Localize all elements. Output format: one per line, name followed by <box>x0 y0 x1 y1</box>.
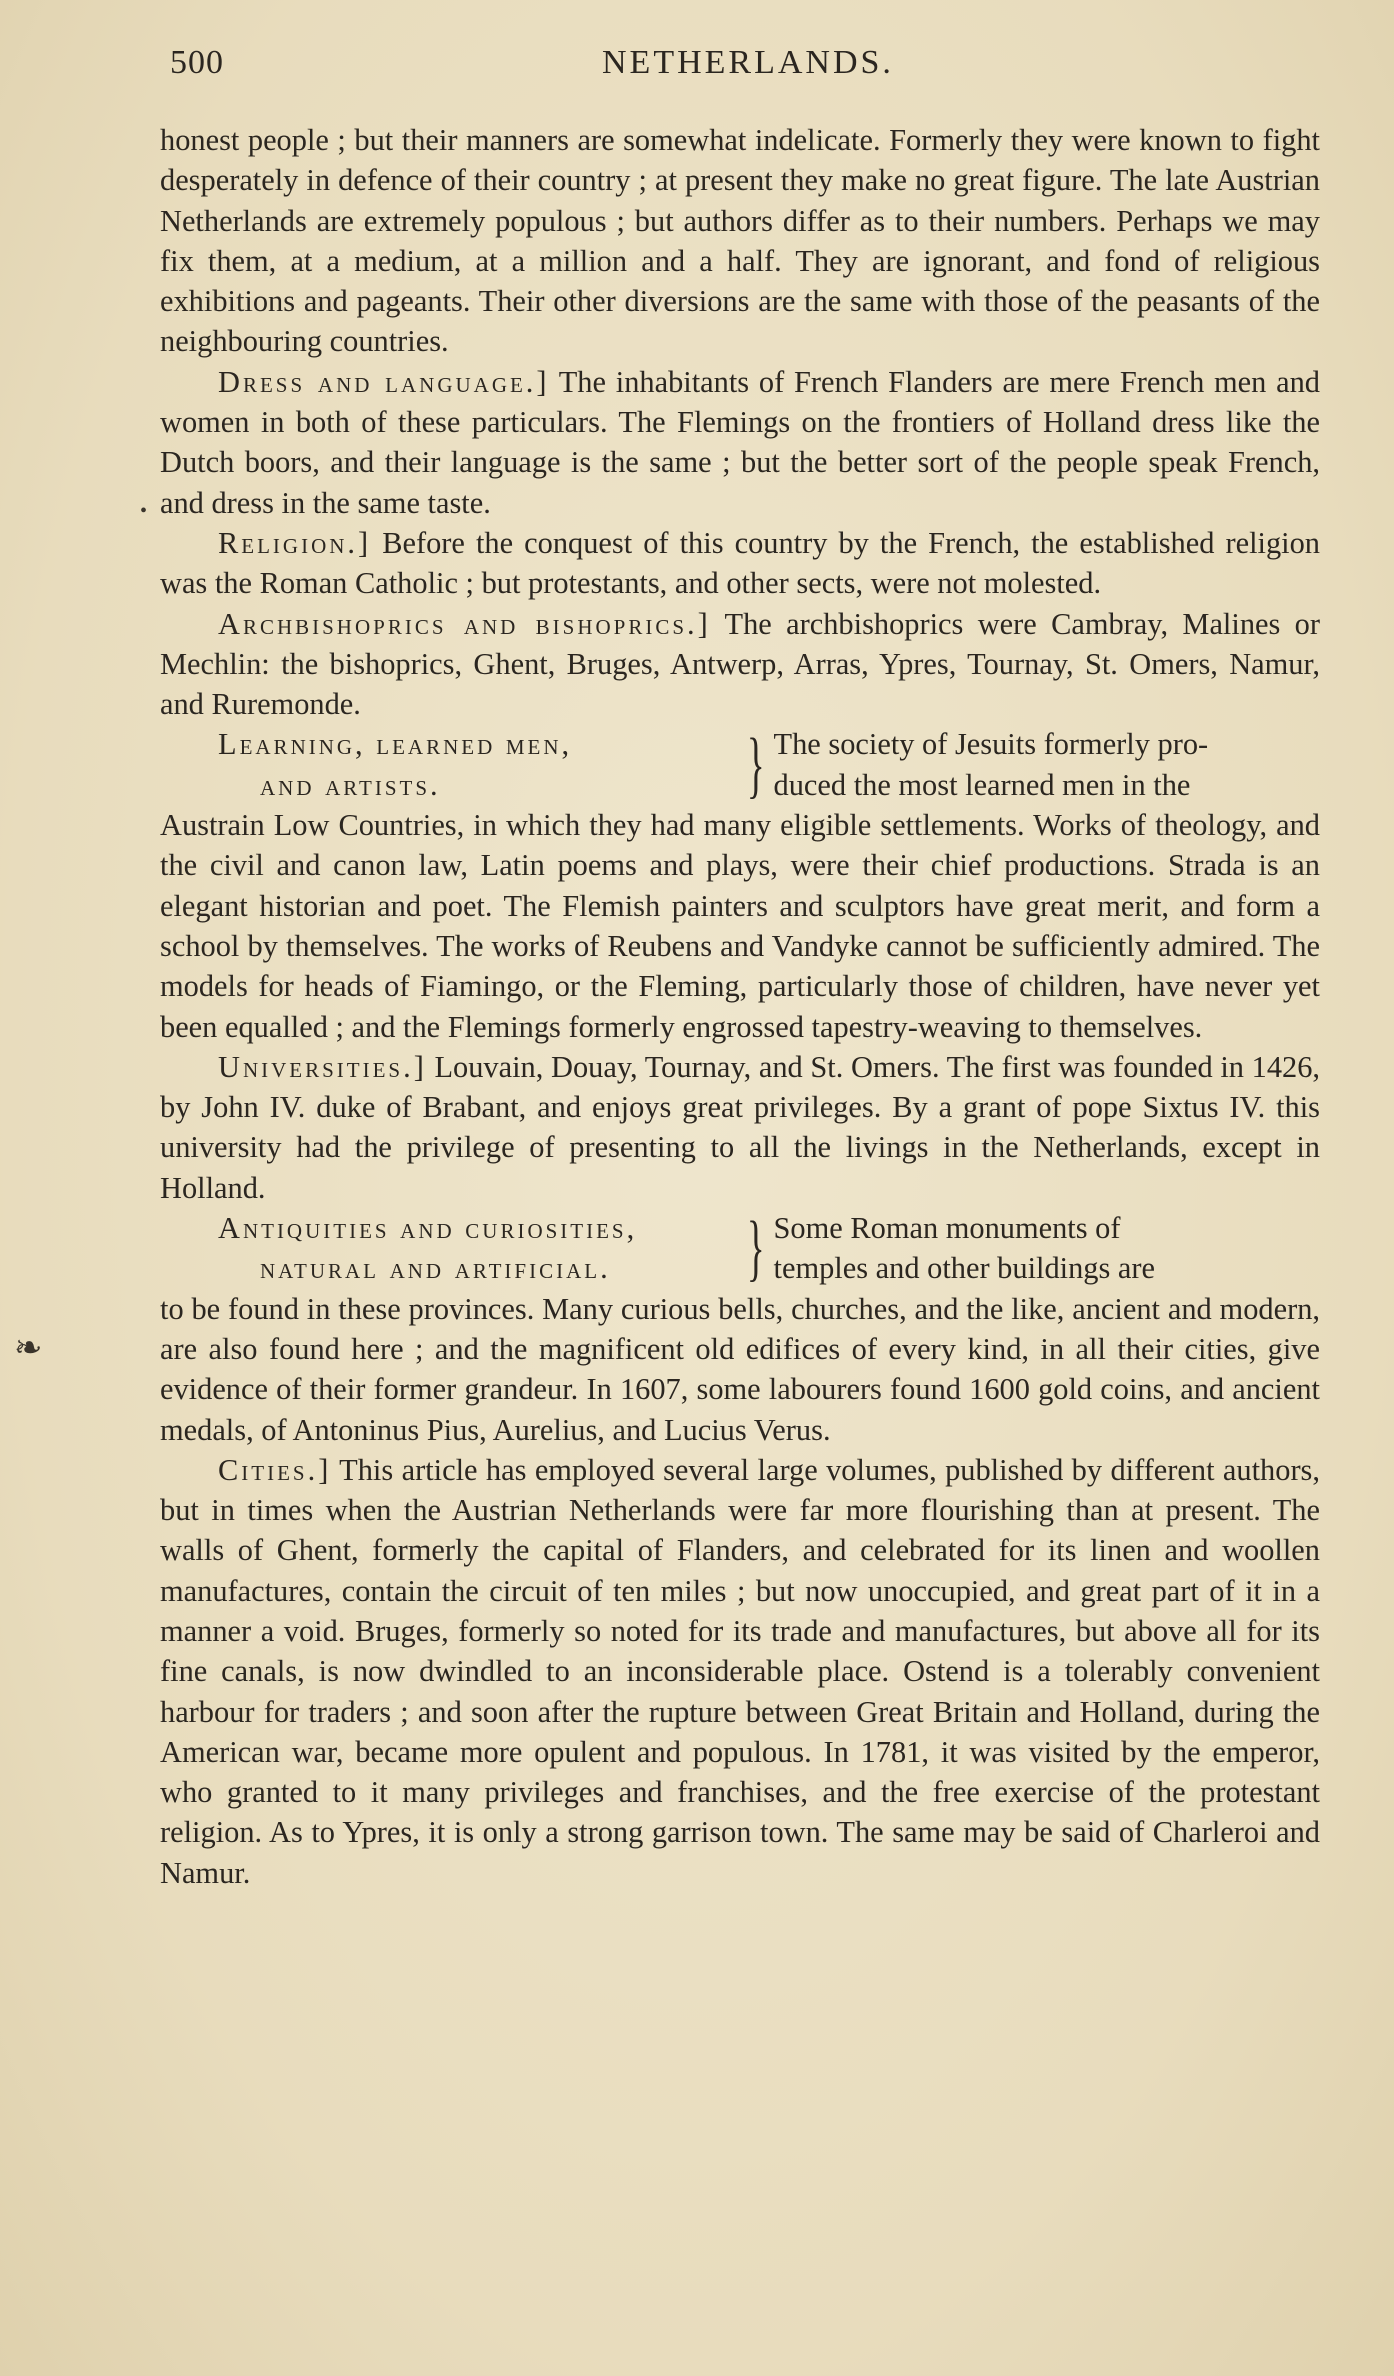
brace-icon: } <box>746 723 765 806</box>
section-learning-heading <box>160 724 1320 805</box>
running-head: NETHERLANDS. <box>602 44 894 81</box>
section-side-line: temples and other buildings are <box>773 1251 1156 1286</box>
section-text: The inhabitants of French Flanders are mere French men and women in both of these particulars. The Flemings on the frontiers of Holland dress like the Dutch boors, and their language is the same ; but the better sort of the people speak French, and dress in the same taste. <box>160 364 1320 520</box>
section-heading: Dress and language.] <box>218 364 550 399</box>
section-heading-line: and artists. <box>260 767 441 802</box>
section-heading: Archbishoprics and bishoprics.] <box>218 606 711 641</box>
brace-icon: } <box>746 1207 765 1290</box>
opening-paragraph: honest people ; but their manners are somewhat indelicate. Formerly they were known to fight desperately in defence of their country ; at present they make no great figure. The late Austrian Netherlands are extremely populous ; but authors differ as to their numbers. Perhaps we may fix them, at a medium, at a million and a half. They are ignorant, and fond of religious exhibitions and pageants. Their other diversions are the same with those of the peasants of the neighbouring countries. <box>160 123 1320 359</box>
body-text <box>160 120 1320 1893</box>
section-heading: Religion.] <box>218 525 372 560</box>
section-text: The archbishoprics were Cambray, Malines or Mechlin: the bishoprics, Ghent, Bruges, Antwerp, Arras, Ypres, Tournay, St. Omers, Namur, and Ruremonde. <box>160 606 1320 722</box>
section-side-line: Some Roman monuments of <box>773 1211 1121 1246</box>
section-heading-line: Antiquities and curiosities, <box>218 1211 638 1246</box>
section-religion <box>160 523 1320 604</box>
section-text: Louvain, Douay, Tournay, and St. Omers. The first was founded in 1426, by John IV. duke of Brabant, and enjoys great privileges. By a grant of pope Sixtus IV. this university had the privilege of presenting to all the livings in the Netherlands, except in Holland. <box>160 1049 1320 1205</box>
page-number: 500 <box>170 44 224 81</box>
section-heading: Universities.] <box>218 1049 427 1084</box>
section-antiquities-heading <box>160 1208 1320 1289</box>
section-text: Before the conquest of this country by the French, the established religion was the Roman Catholic ; but protestants, and other sects, were not molested. <box>160 525 1320 601</box>
section-side-line: duced the most learned men in the <box>773 767 1191 802</box>
section-text: This article has employed several large volumes, published by different authors, but in times when the Austrian Netherlands were far more flourishing than at present. The walls of Ghent, formerly the capital of Flanders, and celebrated for its linen and woollen manufactures, contain the circuit of ten miles ; but now unoccupied, and great part of it in a manner a void. Bruges, formerly so noted for its trade and manufactures, but above all for its fine canals, is now dwindled to an inconsiderable place. Ostend is a tolerably convenient harbour for traders ; and soon after the rupture between Great Britain and Holland, during the American war, became more opulent and populous. In 1781, it was visited by the emperor, who granted to it many privileges and franchises, and the free exercise of the protestant religion. As to Ypres, it is only a strong garrison town. The same may be said of Charleroi and Namur. <box>160 1452 1320 1890</box>
section-heading-line: natural and artificial. <box>260 1251 611 1286</box>
section-antiquities-text: to be found in these provinces. Many curious bells, churches, and the like, ancient and modern, are also found here ; and the magnificent old edifices of every kind, in all their cities, give evidence of their former grandeur. In 1607, some labourers found 1600 gold coins, and ancient medals, of Antoninus Pius, Aurelius, and Lucius Verus. <box>160 1291 1320 1447</box>
section-cities <box>160 1450 1320 1893</box>
section-archbishoprics <box>160 604 1320 725</box>
section-universities <box>160 1047 1320 1208</box>
margin-mark-icon: • <box>140 500 148 522</box>
section-heading: Cities.] <box>218 1452 332 1487</box>
section-dress <box>160 362 1320 523</box>
page-header <box>170 44 1310 84</box>
section-heading-line: Learning, learned men, <box>218 727 573 762</box>
ornament-icon: ❧ <box>14 1330 43 1367</box>
section-side-line: The society of Jesuits formerly pro- <box>773 727 1209 762</box>
section-learning-text: Austrain Low Countries, in which they had many eligible settlements. Works of theology, and the civil and canon law, Latin poems and plays, were their chief productions. Strada is an elegant historian and poet. The Flemish painters and sculptors have great merit, and form a school by themselves. The works of Reubens and Vandyke cannot be sufficiently admired. The models for heads of Fiamingo, or the Fleming, particularly those of children, have never yet been equalled ; and the Flemings formerly engrossed tapestry-weaving to themselves. <box>160 808 1320 1044</box>
